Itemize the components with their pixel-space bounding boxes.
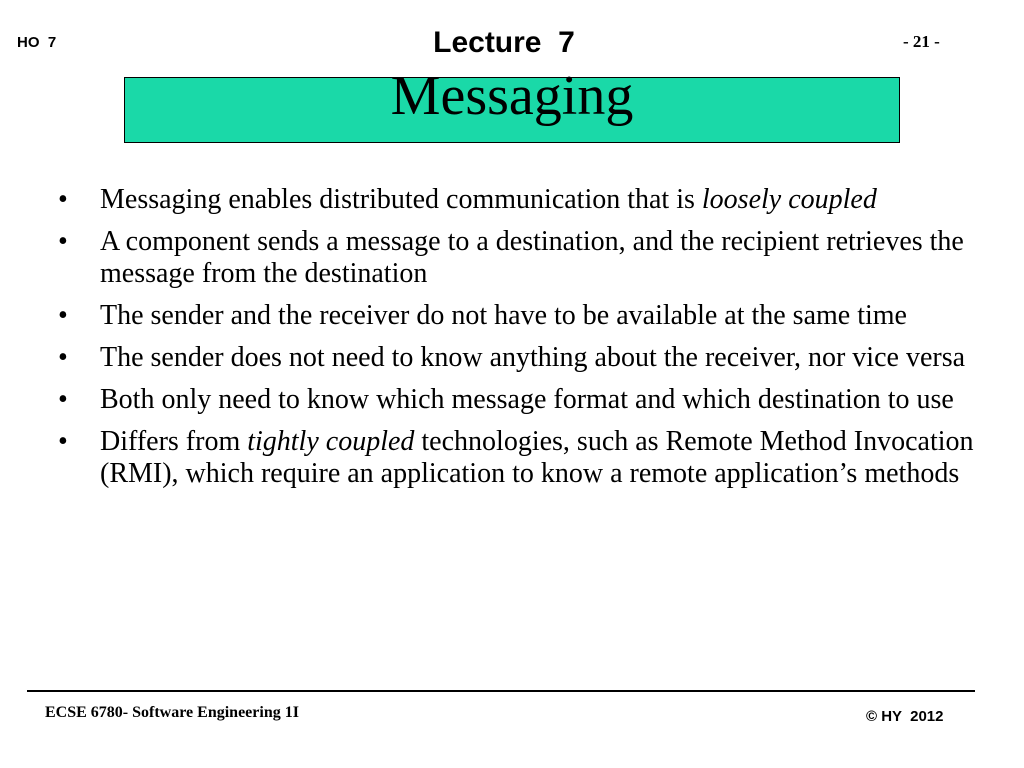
bullet-text: technologies, such as Remote Method Invocation (RMI), which require an application to know a remote application’s methods bbox=[100, 426, 974, 489]
footer-divider bbox=[27, 690, 975, 692]
lecture-label: Lecture 7 bbox=[433, 26, 575, 59]
bullet-item bbox=[58, 300, 978, 332]
bullet-text: The sender and the receiver do not have to be available at the same time bbox=[100, 300, 907, 331]
bullet-marker: • bbox=[58, 384, 68, 415]
bullet-item bbox=[58, 226, 978, 290]
bullet-item bbox=[58, 426, 978, 490]
bullet-marker: • bbox=[58, 184, 68, 215]
bullet-text: The sender does not need to know anything about the receiver, nor vice versa bbox=[100, 342, 966, 373]
bullet-item bbox=[58, 384, 978, 416]
footer-copyright: © HY 2012 bbox=[866, 708, 944, 725]
bullet-text-italic: tightly coupled bbox=[247, 426, 415, 457]
bullet-list bbox=[58, 184, 978, 500]
bullet-text: A component sends a message to a destination, and the recipient retrieves the message from the destination bbox=[100, 226, 964, 289]
slide-title: Messaging bbox=[390, 65, 634, 127]
bullet-item bbox=[58, 342, 978, 374]
bullet-text-italic: loosely coupled bbox=[701, 184, 877, 215]
bullet-text: Differs from bbox=[100, 426, 248, 457]
bullet-marker: • bbox=[58, 300, 68, 331]
bullet-marker: • bbox=[58, 426, 68, 457]
bullet-item bbox=[58, 184, 978, 216]
bullet-text: Messaging enables distributed communication that is bbox=[100, 184, 702, 215]
page-number: - 21 - bbox=[903, 32, 940, 51]
bullet-marker: • bbox=[58, 226, 68, 257]
bullet-marker: • bbox=[58, 342, 68, 373]
handout-label: HO 7 bbox=[17, 34, 57, 51]
footer-course: ECSE 6780- Software Engineering 1I bbox=[45, 704, 299, 721]
bullet-text: Both only need to know which message format and which destination to use bbox=[100, 384, 954, 415]
